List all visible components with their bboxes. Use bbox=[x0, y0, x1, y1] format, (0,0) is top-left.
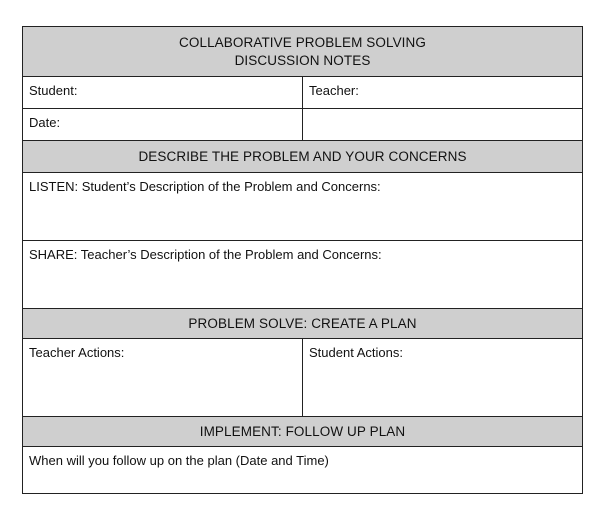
follow-up-field[interactable] bbox=[23, 447, 582, 493]
share-row bbox=[23, 241, 582, 309]
date-label: Date: bbox=[29, 115, 61, 130]
share-label: SHARE: Teacher’s Description of the Problem and Concerns: bbox=[29, 247, 382, 262]
student-field[interactable] bbox=[23, 77, 303, 108]
describe-section-header bbox=[23, 141, 582, 173]
student-actions-label: Student Actions: bbox=[309, 345, 403, 360]
listen-field[interactable] bbox=[23, 173, 582, 240]
form-title-line2: DISCUSSION NOTES bbox=[234, 52, 371, 68]
teacher-actions-field[interactable] bbox=[23, 339, 303, 416]
solve-section-title: PROBLEM SOLVE: CREATE A PLAN bbox=[188, 316, 417, 331]
listen-row bbox=[23, 173, 582, 241]
describe-section-title: DESCRIBE THE PROBLEM AND YOUR CONCERNS bbox=[138, 149, 467, 164]
date-field[interactable] bbox=[23, 109, 303, 140]
student-label: Student: bbox=[29, 83, 78, 98]
discussion-notes-form bbox=[22, 26, 583, 494]
teacher-actions-label: Teacher Actions: bbox=[29, 345, 125, 360]
date-row bbox=[23, 109, 582, 141]
teacher-label: Teacher: bbox=[309, 83, 359, 98]
teacher-field[interactable] bbox=[303, 77, 582, 108]
form-title-line1: COLLABORATIVE PROBLEM SOLVING bbox=[179, 34, 426, 50]
solve-section-header bbox=[23, 309, 582, 339]
implement-section-title: IMPLEMENT: FOLLOW UP PLAN bbox=[199, 424, 406, 439]
blank-field[interactable] bbox=[303, 109, 582, 140]
form-title-header bbox=[23, 27, 582, 77]
share-field[interactable] bbox=[23, 241, 582, 308]
follow-up-row bbox=[23, 447, 582, 493]
student-teacher-row bbox=[23, 77, 582, 109]
follow-up-label: When will you follow up on the plan (Date and Time) bbox=[29, 453, 329, 468]
student-actions-field[interactable] bbox=[303, 339, 582, 416]
listen-label: LISTEN: Student’s Description of the Problem and Concerns: bbox=[29, 179, 381, 194]
implement-section-header bbox=[23, 417, 582, 447]
actions-row bbox=[23, 339, 582, 417]
